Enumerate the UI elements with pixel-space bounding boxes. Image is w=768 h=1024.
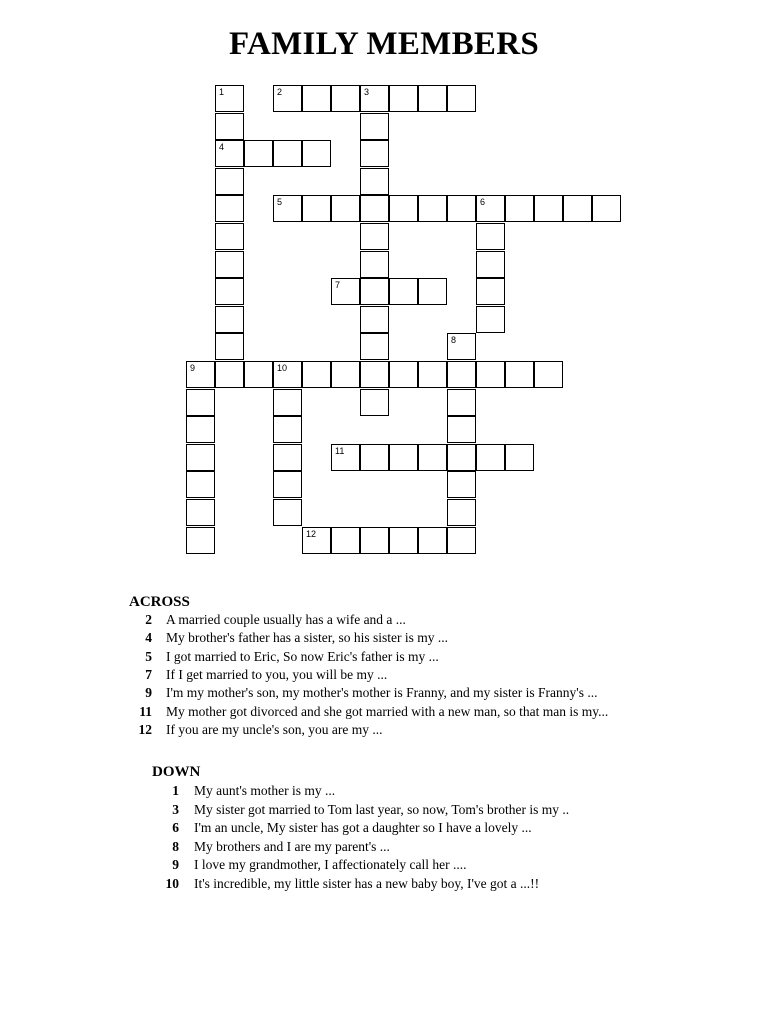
clue-text: My sister got married to Tom last year, so now, Tom's brother is my .. bbox=[194, 801, 570, 817]
grid-cell[interactable] bbox=[302, 85, 331, 112]
cell-number: 4 bbox=[219, 142, 225, 153]
grid-cell[interactable] bbox=[476, 195, 505, 222]
grid-cell[interactable] bbox=[476, 251, 505, 278]
grid-cell[interactable] bbox=[331, 361, 360, 388]
grid-cell[interactable] bbox=[418, 278, 447, 305]
grid-cell[interactable] bbox=[186, 416, 215, 443]
grid-cell[interactable] bbox=[244, 361, 273, 388]
grid-cell[interactable] bbox=[418, 85, 447, 112]
grid-cell[interactable] bbox=[505, 195, 534, 222]
cell-number: 12 bbox=[306, 528, 317, 539]
grid-cell[interactable] bbox=[360, 195, 389, 222]
grid-cell[interactable] bbox=[331, 195, 360, 222]
grid-cell[interactable] bbox=[215, 140, 244, 167]
clue-text: My aunt's mother is my ... bbox=[194, 783, 336, 798]
clue-number: 5 bbox=[145, 648, 152, 664]
grid-cell[interactable] bbox=[389, 444, 418, 471]
clue-text: My brothers and I are my parent's ... bbox=[194, 838, 390, 854]
clue-number: 7 bbox=[145, 666, 152, 682]
grid-cell[interactable] bbox=[447, 471, 476, 498]
grid-cell[interactable] bbox=[331, 278, 360, 305]
grid-cell[interactable] bbox=[273, 444, 302, 471]
grid-cell[interactable] bbox=[273, 140, 302, 167]
grid-cell[interactable] bbox=[476, 278, 505, 305]
grid-cell[interactable] bbox=[563, 195, 592, 222]
grid-cell[interactable] bbox=[447, 85, 476, 112]
grid-cell[interactable] bbox=[215, 223, 244, 250]
clue-number: 9 bbox=[172, 857, 179, 873]
grid-cell[interactable] bbox=[418, 195, 447, 222]
grid-cell[interactable] bbox=[273, 361, 302, 388]
grid-cell[interactable] bbox=[215, 251, 244, 278]
grid-cell[interactable] bbox=[360, 85, 389, 112]
cell-number: 7 bbox=[335, 280, 341, 291]
grid-cell[interactable] bbox=[389, 85, 418, 112]
grid-cell[interactable] bbox=[360, 361, 389, 388]
grid-cell[interactable] bbox=[476, 444, 505, 471]
grid-cell[interactable] bbox=[215, 195, 244, 222]
grid-cell[interactable] bbox=[302, 195, 331, 222]
grid-cell[interactable] bbox=[302, 140, 331, 167]
grid-cell[interactable] bbox=[476, 361, 505, 388]
grid-cell[interactable] bbox=[215, 168, 244, 195]
grid-cell[interactable] bbox=[447, 527, 476, 554]
grid-cell[interactable] bbox=[360, 527, 389, 554]
grid-cell[interactable] bbox=[186, 527, 215, 554]
grid-cell[interactable] bbox=[302, 361, 331, 388]
grid-cell[interactable] bbox=[418, 527, 447, 554]
clue-number: 12 bbox=[138, 721, 152, 737]
grid-cell[interactable] bbox=[447, 499, 476, 526]
grid-cell[interactable] bbox=[360, 140, 389, 167]
clue-text: My brother's father has a sister, so his sister is my ... bbox=[166, 630, 448, 646]
down-heading: DOWN bbox=[152, 764, 201, 780]
grid-cell[interactable] bbox=[186, 444, 215, 471]
grid-cell[interactable] bbox=[447, 333, 476, 360]
grid-cell[interactable] bbox=[186, 389, 215, 416]
clue-number: 11 bbox=[139, 703, 152, 719]
grid-cell[interactable] bbox=[186, 361, 215, 388]
clue-number: 10 bbox=[165, 876, 179, 891]
grid-cell[interactable] bbox=[331, 444, 360, 471]
grid-cell[interactable] bbox=[360, 389, 389, 416]
grid-cell[interactable] bbox=[273, 195, 302, 222]
clue-number: 3 bbox=[172, 801, 179, 817]
grid-cell[interactable] bbox=[389, 278, 418, 305]
clue-number: 9 bbox=[145, 685, 152, 701]
grid-cell[interactable] bbox=[215, 278, 244, 305]
grid-cell[interactable] bbox=[389, 195, 418, 222]
grid-cell[interactable] bbox=[476, 306, 505, 333]
clue-text: I'm my mother's son, my mother's mother is Franny, and my sister is Franny's ... bbox=[166, 685, 598, 701]
grid-cell[interactable] bbox=[273, 416, 302, 443]
grid-cell[interactable] bbox=[215, 333, 244, 360]
grid-cell[interactable] bbox=[186, 471, 215, 498]
clue-text: If you are my uncle's son, you are my ... bbox=[166, 721, 383, 737]
grid-cell[interactable] bbox=[447, 416, 476, 443]
clue-text: My mother got divorced and she got married with a new man, so that man is my... bbox=[166, 703, 609, 719]
clue-text: It's incredible, my little sister has a new baby boy, I've got a ...!! bbox=[194, 876, 540, 891]
clue-number: 6 bbox=[172, 820, 179, 836]
cell-number: 1 bbox=[219, 87, 225, 97]
clue-number: 4 bbox=[145, 630, 152, 646]
grid-cell[interactable] bbox=[447, 444, 476, 471]
grid-cell[interactable] bbox=[360, 223, 389, 250]
clue-text: I love my grandmother, I affectionately call her .... bbox=[194, 857, 467, 873]
grid-cell[interactable] bbox=[447, 361, 476, 388]
cell-number: 2 bbox=[277, 87, 283, 97]
grid-cell[interactable] bbox=[331, 527, 360, 554]
cell-number: 5 bbox=[277, 197, 283, 208]
cell-number: 3 bbox=[364, 87, 370, 97]
across-heading: ACROSS bbox=[129, 594, 190, 610]
grid-cell[interactable] bbox=[273, 499, 302, 526]
grid-cell[interactable] bbox=[360, 444, 389, 471]
grid-cell[interactable] bbox=[331, 85, 360, 112]
clue-number: 1 bbox=[172, 783, 179, 798]
grid-cell[interactable] bbox=[360, 333, 389, 360]
grid-cell[interactable] bbox=[389, 361, 418, 388]
cell-number: 8 bbox=[451, 335, 457, 346]
cell-number: 11 bbox=[335, 445, 345, 456]
grid-cell[interactable] bbox=[476, 223, 505, 250]
clue-number: 2 bbox=[145, 612, 152, 627]
grid-cell[interactable] bbox=[302, 527, 331, 554]
grid-cell[interactable] bbox=[273, 85, 302, 112]
grid-cell[interactable] bbox=[389, 527, 418, 554]
grid-cell[interactable] bbox=[215, 85, 244, 112]
clue-text: I'm an uncle, My sister has got a daughter so I have a lovely ... bbox=[194, 820, 532, 836]
grid-cell[interactable] bbox=[505, 444, 534, 471]
clue-text: A married couple usually has a wife and a ... bbox=[166, 612, 406, 627]
grid-cell[interactable] bbox=[534, 195, 563, 222]
cell-number: 9 bbox=[190, 363, 196, 373]
grid-cell[interactable] bbox=[360, 168, 389, 195]
grid-cell[interactable] bbox=[592, 195, 621, 222]
cell-number: 6 bbox=[480, 197, 486, 208]
grid-cell[interactable] bbox=[360, 278, 389, 305]
grid-cell[interactable] bbox=[244, 140, 273, 167]
grid-cell[interactable] bbox=[273, 471, 302, 498]
grid-cell[interactable] bbox=[505, 361, 534, 388]
grid-cell[interactable] bbox=[418, 361, 447, 388]
grid-cell[interactable] bbox=[215, 113, 244, 140]
grid-cell[interactable] bbox=[360, 251, 389, 278]
grid-cell[interactable] bbox=[360, 113, 389, 140]
clue-number: 8 bbox=[172, 838, 179, 854]
page-title: FAMILY MEMBERS bbox=[228, 26, 540, 62]
cell-number: 10 bbox=[277, 363, 288, 373]
grid-cell[interactable] bbox=[215, 306, 244, 333]
grid-cell[interactable] bbox=[534, 361, 563, 388]
grid-cell[interactable] bbox=[418, 444, 447, 471]
grid-cell[interactable] bbox=[186, 499, 215, 526]
grid-cell[interactable] bbox=[215, 361, 244, 388]
grid-cell[interactable] bbox=[360, 306, 389, 333]
clue-text: I got married to Eric, So now Eric's father is my ... bbox=[166, 648, 439, 664]
grid-cell[interactable] bbox=[273, 389, 302, 416]
clue-text: If I get married to you, you will be my ... bbox=[166, 666, 388, 682]
grid-cell[interactable] bbox=[447, 195, 476, 222]
grid-cell[interactable] bbox=[447, 389, 476, 416]
